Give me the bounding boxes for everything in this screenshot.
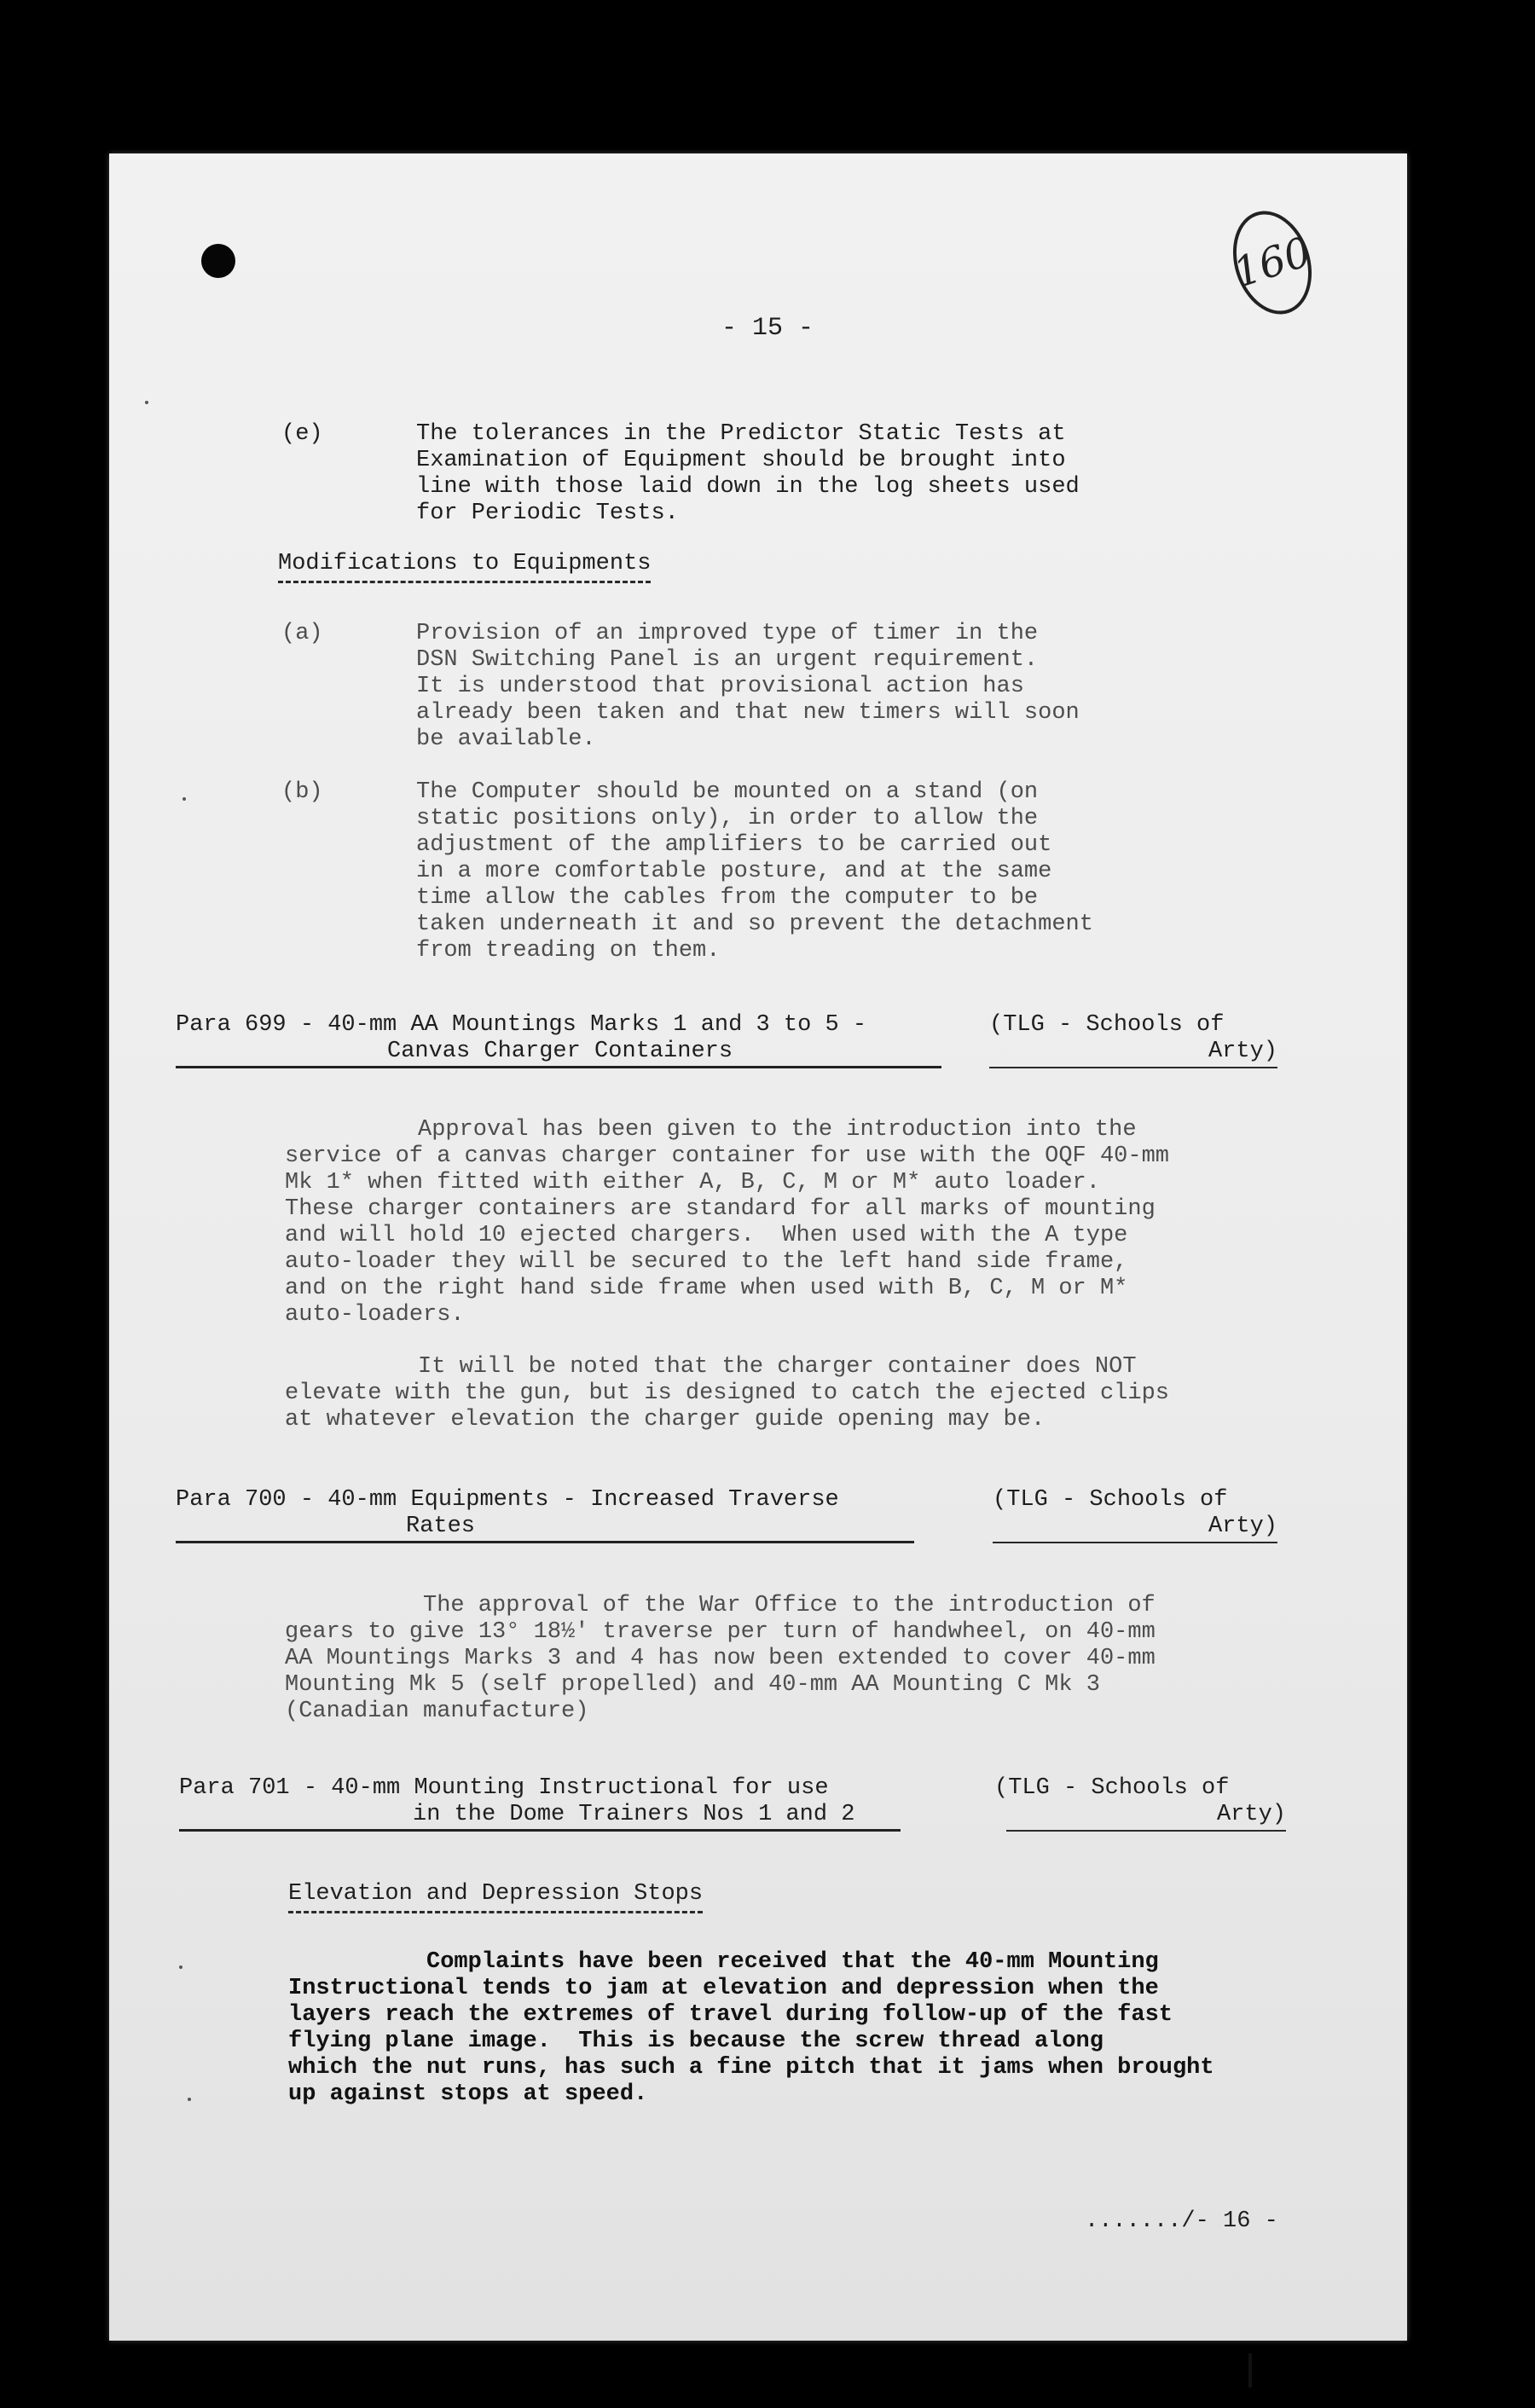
para-699-heading-line1: Para 699 - 40-mm AA Mountings Marks 1 and 3 to 5 - — [176, 1012, 867, 1038]
scan-speck — [145, 401, 148, 404]
scan-speck — [188, 2098, 191, 2101]
item-b-label: (b) — [281, 779, 323, 805]
page-number: - 15 - — [721, 314, 814, 343]
para-701-heading-line1: Para 701 - 40-mm Mounting Instructional for use — [179, 1775, 829, 1801]
text-line: auto-loaders. — [285, 1302, 465, 1328]
text-line: Approval has been given to the introduction into the — [418, 1117, 1137, 1143]
para-700-heading-line2: Rates — [406, 1514, 476, 1539]
text-line: The Computer should be mounted on a stand (on — [416, 779, 1039, 805]
text-line: The tolerances in the Predictor Static Tests at — [416, 421, 1066, 447]
text-line: It is understood that provisional action has — [416, 674, 1024, 699]
continuation-marker: ......./- 16 - — [1085, 2208, 1278, 2234]
item-e-label: (e) — [281, 421, 323, 447]
heading-underline — [176, 1066, 941, 1068]
modifications-heading: Modifications to Equipments — [278, 551, 651, 583]
folio-number: 160 — [1227, 228, 1318, 298]
text-line: be available. — [416, 726, 596, 752]
elevation-depression-subheading: Elevation and Depression Stops — [288, 1881, 703, 1913]
text-line: It will be noted that the charger container does NOT — [418, 1354, 1137, 1380]
text-line: Examination of Equipment should be brought into — [416, 448, 1066, 473]
para-699-reference: (TLG - Schools of — [989, 1012, 1225, 1038]
text-line: and on the right hand side frame when used with B, C, M or M* — [285, 1276, 1128, 1301]
para-700-heading-line1: Para 700 - 40-mm Equipments - Increased Traverse — [176, 1487, 839, 1513]
text-line: Instructional tends to jam at elevation and depression when the — [288, 1976, 1159, 2001]
text-line: at whatever elevation the charger guide opening may be. — [285, 1407, 1046, 1433]
para-699-reference-line2: Arty) — [989, 1039, 1277, 1068]
text-line: layers reach the extremes of travel during follow-up of the fast — [288, 2002, 1173, 2028]
text-line: Mounting Mk 5 (self propelled) and 40-mm AA Mounting C Mk 3 — [285, 1672, 1100, 1698]
para-701-reference-line2: Arty) — [1006, 1802, 1286, 1832]
scan-mark — [1248, 2353, 1252, 2388]
text-line: Mk 1* when fitted with either A, B, C, M or M* auto loader. — [285, 1170, 1100, 1195]
text-line: auto-loader they will be secured to the left hand side frame, — [285, 1249, 1128, 1275]
heading-underline — [176, 1541, 914, 1543]
scan-speck — [182, 797, 186, 801]
para-700-reference: (TLG - Schools of — [993, 1487, 1228, 1513]
text-line: for Periodic Tests. — [416, 501, 679, 526]
text-line: line with those laid down in the log sheets used — [416, 474, 1080, 500]
text-line: which the nut runs, has such a fine pitch that it jams when brought — [288, 2055, 1214, 2081]
text-line: These charger containers are standard for all marks of mounting — [285, 1196, 1156, 1222]
para-700-reference-line2: Arty) — [993, 1514, 1277, 1543]
para-699-heading-line2: Canvas Charger Containers — [387, 1039, 733, 1064]
text-line: taken underneath it and so prevent the detachment — [416, 912, 1093, 937]
text-line: service of a canvas charger container for use with the OQF 40-mm — [285, 1143, 1169, 1169]
text-line: DSN Switching Panel is an urgent requirement. — [416, 647, 1039, 673]
text-line: adjustment of the amplifiers to be carried out — [416, 832, 1052, 858]
text-line: in a more comfortable posture, and at the same — [416, 859, 1052, 884]
text-line: (Canadian manufacture) — [285, 1699, 589, 1724]
para-701-reference: (TLG - Schools of — [994, 1775, 1230, 1801]
item-a-label: (a) — [281, 621, 323, 646]
text-line: from treading on them. — [416, 938, 721, 964]
text-line: up against stops at speed. — [288, 2081, 648, 2107]
text-line: already been taken and that new timers will soon — [416, 700, 1080, 726]
text-line: Provision of an improved type of timer in the — [416, 621, 1039, 646]
text-line: gears to give 13° 18½' traverse per turn of handwheel, on 40-mm — [285, 1619, 1156, 1645]
text-line: and will hold 10 ejected chargers. When used with the A type — [285, 1223, 1128, 1248]
text-line: static positions only), in order to allow the — [416, 806, 1039, 831]
punch-hole — [201, 244, 235, 278]
text-line: AA Mountings Marks 3 and 4 has now been extended to cover 40-mm — [285, 1646, 1156, 1671]
text-line: elevate with the gun, but is designed to catch the ejected clips — [285, 1381, 1169, 1406]
text-line: The approval of the War Office to the introduction of — [423, 1593, 1156, 1618]
para-701-heading-line2: in the Dome Trainers Nos 1 and 2 — [413, 1802, 855, 1827]
text-line: flying plane image. This is because the screw thread along — [288, 2029, 1103, 2054]
text-line: time allow the cables from the computer to be — [416, 885, 1039, 911]
text-line: Complaints have been received that the 40-mm Mounting — [426, 1949, 1159, 1975]
scan-speck — [179, 1965, 182, 1969]
heading-underline — [179, 1829, 901, 1832]
